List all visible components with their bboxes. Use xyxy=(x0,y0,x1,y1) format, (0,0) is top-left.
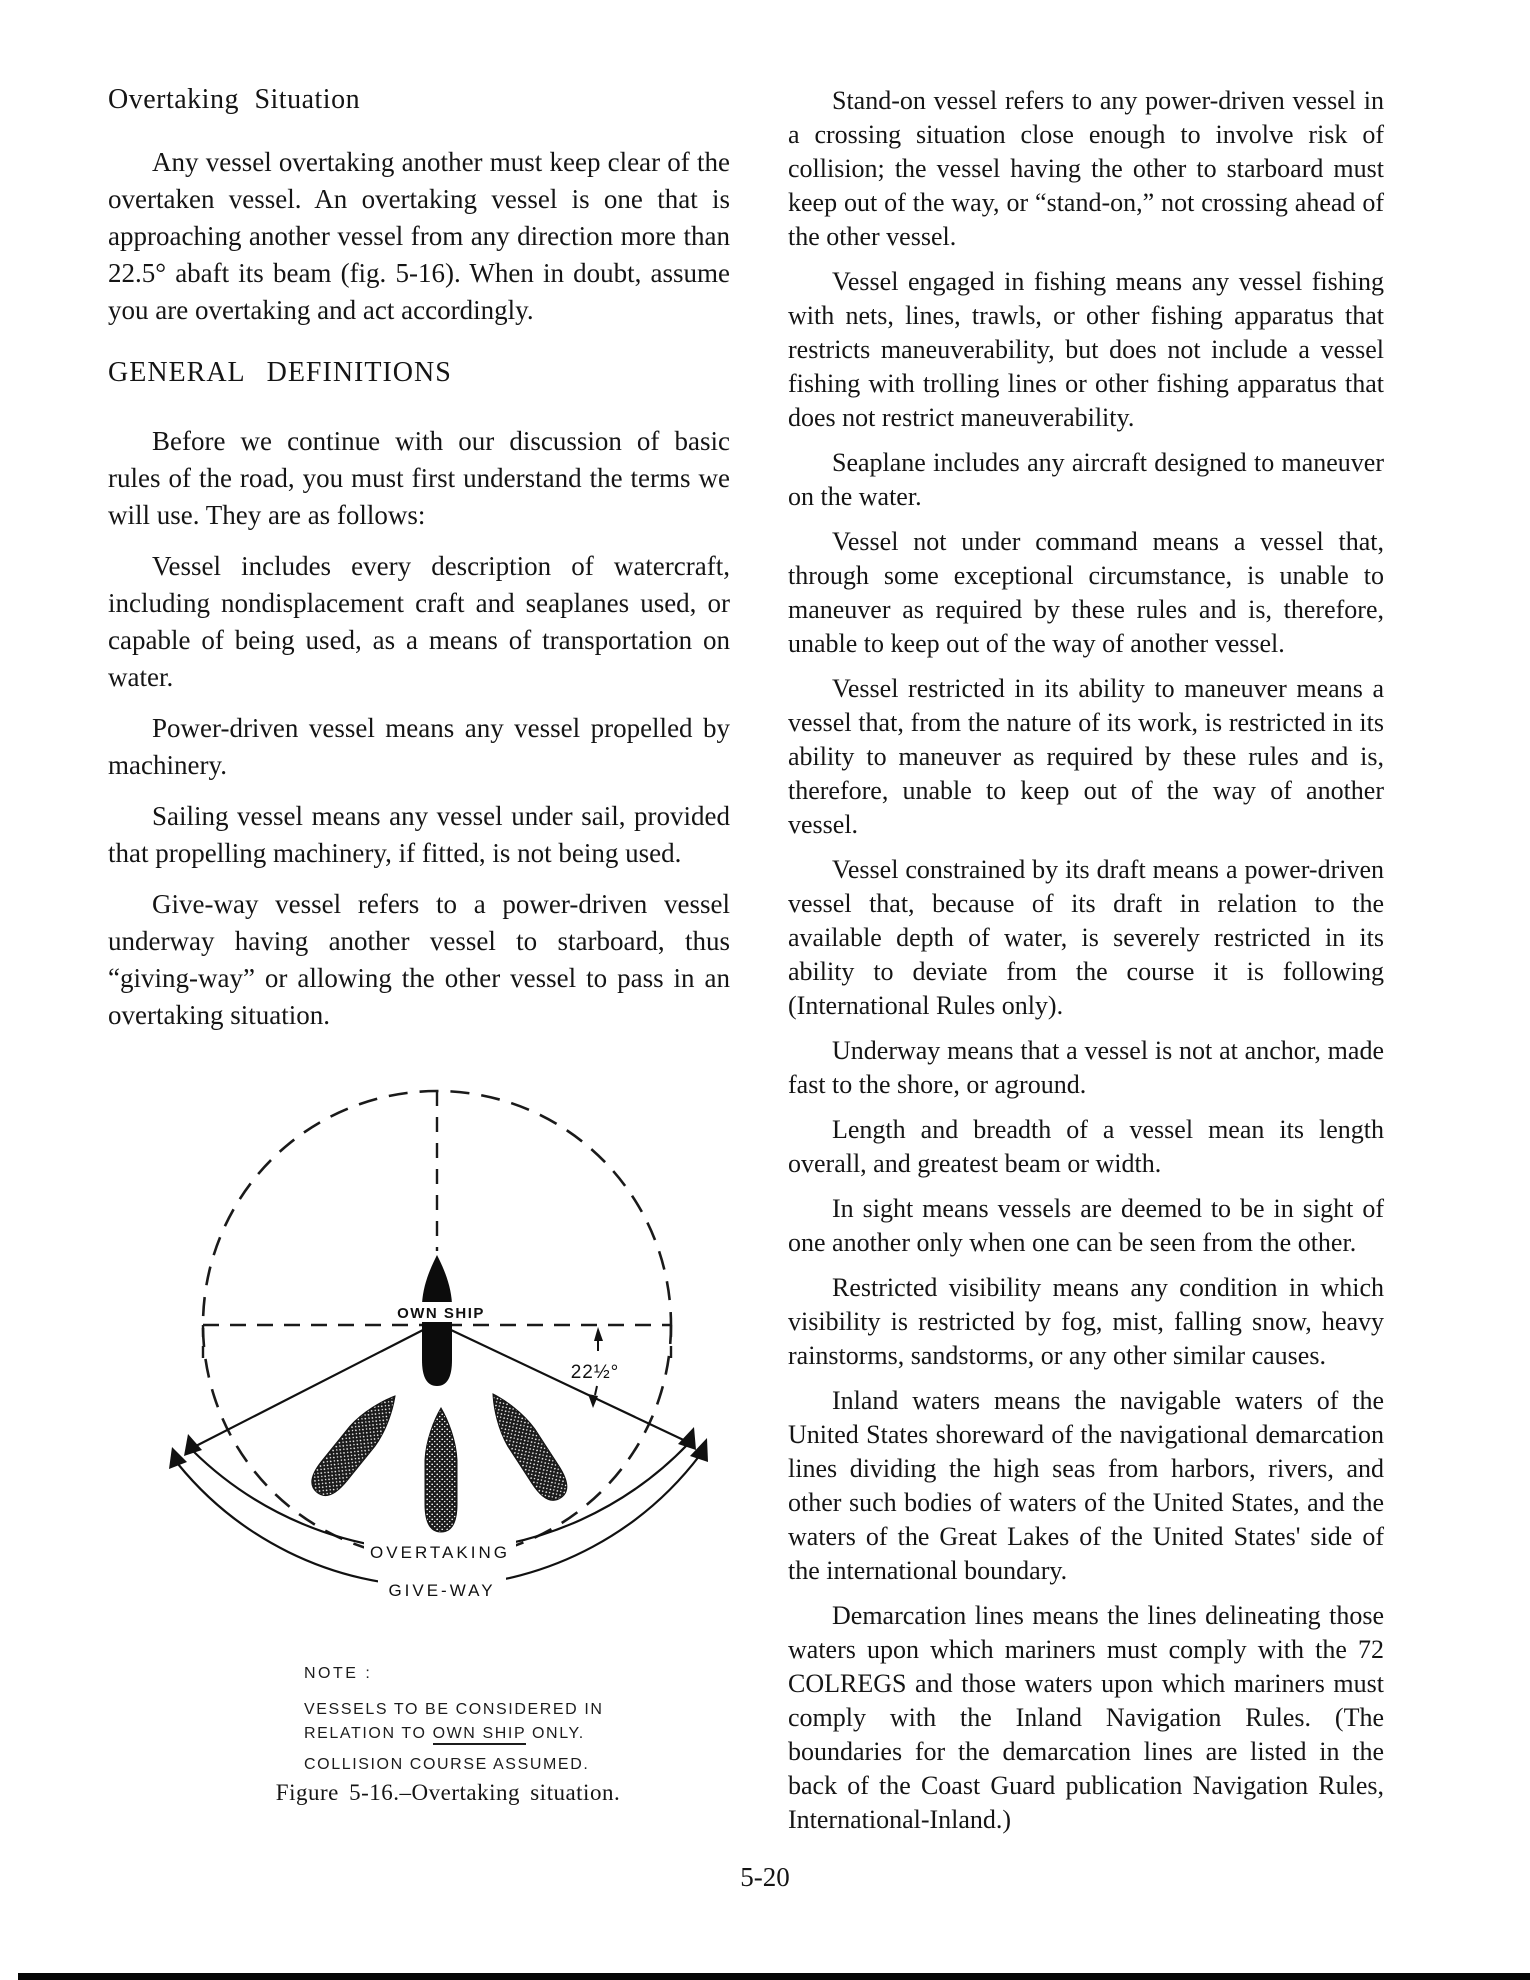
angle-label: 22½° xyxy=(570,1362,620,1383)
paragraph-before-we-continue: Before we continue with our discussion of basic rules of the road, you must first understand the terms we will use. They are as follows: xyxy=(108,426,730,530)
paragraph-give-way-vessel: Give-way vessel refers to a power-driven vessel underway having another vessel to starboard, thus “giving-way” or allowing the other vessel to pass in an overtaking situation. xyxy=(108,889,730,1030)
paragraph-sailing-vessel: Sailing vessel means any vessel under sail, provided that propelling machinery, if fitted, is not being used. xyxy=(108,801,730,868)
own-ship-label: OWN SHIP xyxy=(397,1305,485,1322)
scan-edge-artifact xyxy=(18,1973,1530,1980)
figure-note-line-2-prefix: RELATION TO xyxy=(304,1725,433,1742)
overtaking-vessel-port xyxy=(305,1386,408,1503)
paragraph-vessel-engaged-in-fishing: Vessel engaged in fishing means any vessel fishing with nets, lines, trawls, or other fishing apparatus that restricts maneuverability, but does not include a vessel fishing with trolling lines or other fishing apparatus that does not restrict maneuverability. xyxy=(788,267,1384,432)
give-way-arc-label: GIVE-WAY xyxy=(388,1581,496,1600)
overtaking-diagram xyxy=(108,1058,730,1658)
sector-line-port xyxy=(192,1330,423,1448)
overtaking-vessels xyxy=(305,1385,574,1532)
paragraph-overtaking: Any vessel overtaking another must keep clear of the overtaken vessel. An overtaking vessel is one that is approaching another vessel from any direction more than 22.5° abaft its beam (fig. 5-16). When in doubt, assume you are overtaking and act accordingly. xyxy=(108,147,730,325)
figure-note-line-2 xyxy=(304,1722,604,1746)
paragraph-power-driven-vessel: Power-driven vessel means any vessel propelled by machinery. xyxy=(108,713,730,780)
paragraph-inland-waters: Inland waters means the navigable waters of the United States shoreward of the navigational demarcation lines dividing the high seas from harbors, rivers, and other such bodies of waters of the United States, and the waters of the Great Lakes of the United States' side of the international boundary. xyxy=(788,1386,1384,1585)
paragraph-vessel-not-under-command: Vessel not under command means a vessel that, through some exceptional circumstance, is unable to maneuver as required by these rules and is, therefore, unable to keep out of the way of another vessel. xyxy=(788,527,1384,658)
paragraph-length-and-breadth: Length and breadth of a vessel mean its length overall, and greatest beam or width. xyxy=(788,1115,1384,1178)
sector-line-starboard xyxy=(451,1330,692,1444)
paragraph-stand-on-vessel: Stand-on vessel refers to any power-driven vessel in a crossing situation close enough to involve risk of collision; the vessel having the other to starboard must keep out of the way, or “stand-on,” not crossing ahead of the other vessel. xyxy=(788,86,1384,251)
paragraph-underway: Underway means that a vessel is not at anchor, made fast to the shore, or aground. xyxy=(788,1036,1384,1099)
figure-note-line-3: COLLISION COURSE ASSUMED. xyxy=(304,1756,590,1773)
page-number: 5-20 xyxy=(740,1862,790,1892)
paragraph-demarcation-lines: Demarcation lines means the lines delineating those waters upon which mariners must comply with the 72 COLREGS and those waters upon which mariners must comply with the Inland Navigation Rules. (The boundaries for the demarcation lines are listed in the back of the Coast Guard publication Navigation Rules, International-Inland.) xyxy=(788,1601,1384,1834)
figure-note-line-1: VESSELS TO BE CONSIDERED IN xyxy=(304,1701,604,1718)
figure-note xyxy=(304,1662,604,1777)
figure-note-heading: NOTE : xyxy=(304,1665,373,1682)
overtaking-vessel-starboard xyxy=(480,1385,574,1506)
paragraph-in-sight: In sight means vessels are deemed to be in sight of one another only when one can be seen from the other. xyxy=(788,1194,1384,1257)
section-heading-overtaking-situation: Overtaking Situation xyxy=(108,84,361,115)
figure-5-16-overtaking-situation xyxy=(108,1058,730,1816)
paragraph-vessel-constrained-by-draft: Vessel constrained by its draft means a power-driven vessel that, because of its draft in relation to the available depth of water, is severely restricted in its ability to deviate from the course it is following (International Rules only). xyxy=(788,855,1384,1020)
paragraph-vessel-restricted-ability: Vessel restricted in its ability to maneuver means a vessel that, from the nature of its work, is restricted in its ability to maneuver as required by these rules and is, therefore, unable to keep out of the way of another vessel. xyxy=(788,674,1384,839)
paragraph-restricted-visibility: Restricted visibility means any condition in which visibility is restricted by fog, mist, falling snow, heavy rainstorms, sandstorms, or any other similar causes. xyxy=(788,1273,1384,1370)
figure-note-own-ship-underlined: OWN SHIP xyxy=(433,1725,526,1745)
section-heading-general-definitions: GENERAL DEFINITIONS xyxy=(108,357,452,388)
overtaking-vessel-astern xyxy=(425,1408,457,1532)
overtaking-arc-label: OVERTAKING xyxy=(370,1543,510,1562)
figure-caption: Figure 5-16.–Overtaking situation. xyxy=(275,1780,621,1805)
right-column xyxy=(788,84,1384,1848)
left-column xyxy=(108,84,730,1816)
paragraph-vessel-definition: Vessel includes every description of watercraft, including nondisplacement craft and seaplanes used, or capable of being used, as a means of transportation on water. xyxy=(108,551,730,692)
figure-note-line-2-suffix: ONLY. xyxy=(525,1725,585,1742)
paragraph-seaplane: Seaplane includes any aircraft designed to maneuver on the water. xyxy=(788,448,1384,511)
